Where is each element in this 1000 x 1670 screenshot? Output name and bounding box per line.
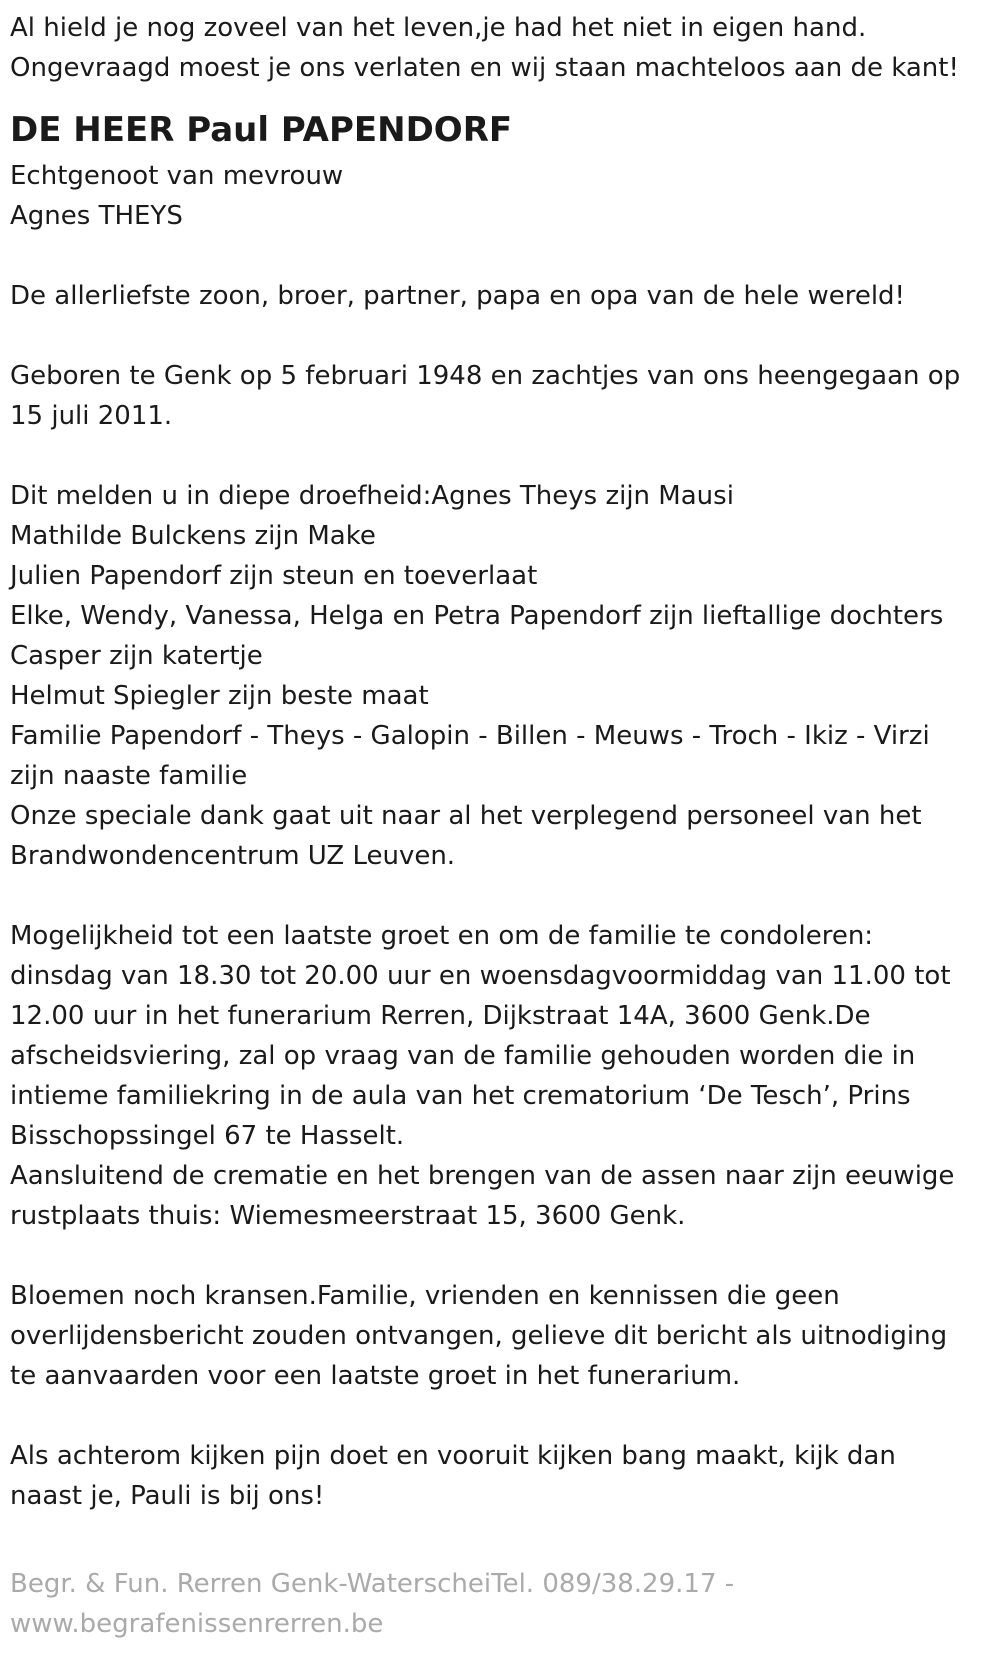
announcers-block [10,476,990,876]
spouse-block [10,156,990,236]
funeral-home-website: www.begrafenissenrerren.be [10,1609,384,1639]
announcer-line: Dit melden u in diepe droefheid:Agnes Theys zijn Mausi [10,481,734,511]
spacer [10,1516,990,1564]
flowers-line: Bloemen noch kransen.Familie, vrienden en kennissen die geen [10,1281,840,1311]
birth-death-line: 15 juli 2011. [10,401,173,431]
ceremony-line: intieme familiekring in de aula van het crematorium ‘De Tesch’, Prins [10,1081,911,1111]
ceremony-line: Bisschopssingel 67 te Hasselt. [10,1121,405,1151]
ceremony-line: afscheidsviering, zal op vraag van de familie gehouden worden die in [10,1041,916,1071]
announcer-line: Elke, Wendy, Vanessa, Helga en Petra Papendorf zijn lieftallige dochters [10,601,944,631]
spacer [10,316,990,356]
announcer-line: zijn naaste familie [10,761,248,791]
spacer [10,1236,990,1276]
ceremony-line: 12.00 uur in het funerarium Rerren, Dijkstraat 14A, 3600 Genk.De [10,1001,871,1031]
spacer [10,436,990,476]
ceremony-line: Mogelijkheid tot een laatste groet en om de familie te condoleren: [10,921,874,951]
announcer-line: Brandwondencentrum UZ Leuven. [10,841,456,871]
announcer-line: Onze speciale dank gaat uit naar al het verplegend personeel van het [10,801,922,831]
closing-line: naast je, Pauli is bij ons! [10,1481,325,1511]
spacer [10,876,990,916]
announcer-line: Julien Papendorf zijn steun en toeverlaat [10,561,538,591]
announcer-line: Familie Papendorf - Theys - Galopin - Billen - Meuws - Troch - Ikiz - Virzi [10,721,930,751]
spacer [10,236,990,276]
spouse-line: Agnes THEYS [10,201,183,231]
flowers-line: te aanvaarden voor een laatste groet in het funerarium. [10,1361,741,1391]
tribute-line: De allerliefste zoon, broer, partner, papa en opa van de hele wereld! [10,281,905,311]
flowers-block [10,1276,990,1396]
ceremony-line: dinsdag van 18.30 tot 20.00 uur en woensdagvoormiddag van 11.00 tot [10,961,951,991]
ceremony-line: Aansluitend de crematie en het brengen van de assen naar zijn eeuwige [10,1161,955,1191]
poem-line: Ongevraagd moest je ons verlaten en wij staan machteloos aan de kant! [10,53,959,83]
spacer [10,1396,990,1436]
birth-death-block [10,356,990,436]
ceremony-block [10,916,990,1236]
footer-block [10,1564,990,1644]
closing-block [10,1436,990,1516]
poem-block [10,8,990,88]
spouse-line: Echtgenoot van mevrouw [10,161,344,191]
ceremony-line: rustplaats thuis: Wiemesmeerstraat 15, 3600 Genk. [10,1201,686,1231]
flowers-line: overlijdensbericht zouden ontvangen, gelieve dit bericht als uitnodiging [10,1321,948,1351]
announcer-line: Casper zijn katertje [10,641,263,671]
deceased-name-title: DE HEER Paul PAPENDORF [10,110,513,150]
announcer-line: Mathilde Bulckens zijn Make [10,521,376,551]
announcer-line: Helmut Spiegler zijn beste maat [10,681,429,711]
closing-line: Als achterom kijken pijn doet en vooruit kijken bang maakt, kijk dan [10,1441,896,1471]
birth-death-line: Geboren te Genk op 5 februari 1948 en zachtjes van ons heengegaan op [10,361,961,391]
funeral-home-line: Begr. & Fun. Rerren Genk-WaterscheiTel. 089/38.29.17 - [10,1569,735,1599]
poem-line: Al hield je nog zoveel van het leven,je had het niet in eigen hand. [10,13,867,43]
